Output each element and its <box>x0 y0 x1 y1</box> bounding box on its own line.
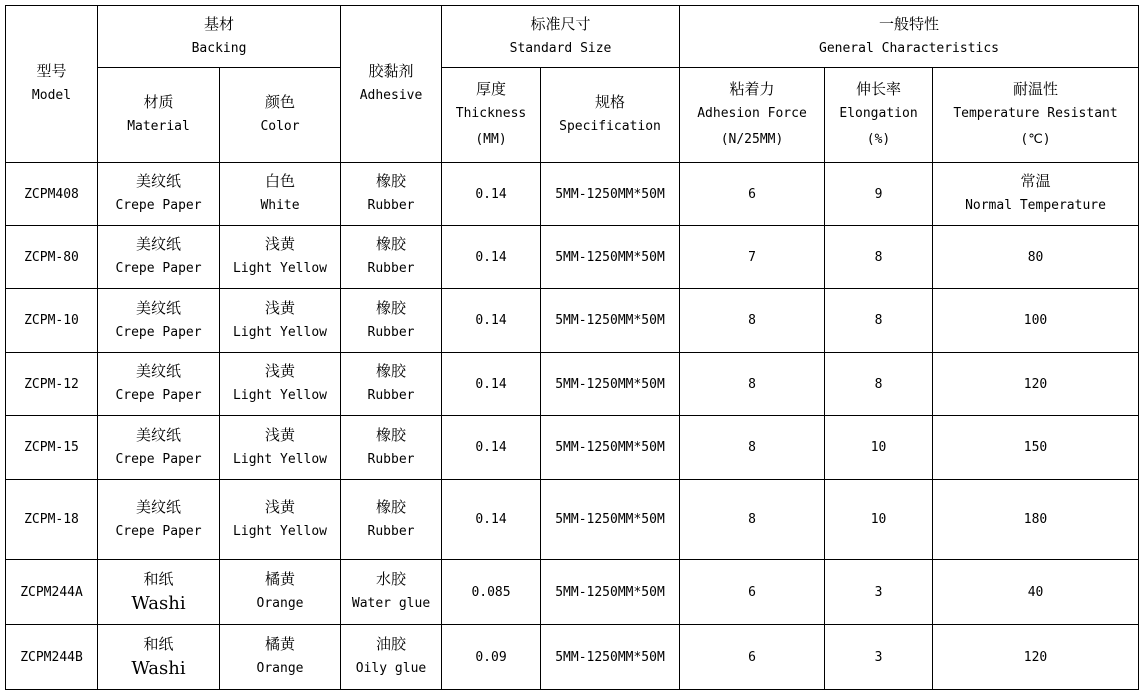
cell-adhesion-force: 6 <box>680 625 825 690</box>
cell-model: ZCPM-12 <box>6 353 98 416</box>
cell-model: ZCPM-18 <box>6 480 98 560</box>
cell-adhesion-force: 6 <box>680 560 825 625</box>
cell-thickness: 0.09 <box>442 625 541 690</box>
cell-adhesion-force: 8 <box>680 416 825 480</box>
cell-specification: 5MM-1250MM*50M <box>541 353 680 416</box>
cell-specification: 5MM-1250MM*50M <box>541 226 680 289</box>
cell-adhesive: 橡胶 Rubber <box>341 480 442 560</box>
cell-specification: 5MM-1250MM*50M <box>541 163 680 226</box>
cell-model: ZCPM-80 <box>6 226 98 289</box>
table-row <box>6 289 1139 353</box>
cell-adhesive: 橡胶 Rubber <box>341 163 442 226</box>
cell-model: ZCPM-10 <box>6 289 98 353</box>
cell-temperature: 40 <box>933 560 1139 625</box>
cell-material: 和纸 Washi <box>98 560 220 625</box>
cell-material: 美纹纸 Crepe Paper <box>98 353 220 416</box>
cell-elongation: 8 <box>825 226 933 289</box>
cell-model: ZCPM244B <box>6 625 98 690</box>
cell-temperature: 150 <box>933 416 1139 480</box>
cell-elongation: 8 <box>825 353 933 416</box>
cell-color: 浅黄 Light Yellow <box>220 353 341 416</box>
cell-elongation: 8 <box>825 289 933 353</box>
cell-adhesive: 橡胶 Rubber <box>341 226 442 289</box>
cell-color: 浅黄 Light Yellow <box>220 416 341 480</box>
cell-material: 美纹纸 Crepe Paper <box>98 289 220 353</box>
cell-thickness: 0.085 <box>442 560 541 625</box>
table-row <box>6 226 1139 289</box>
cell-elongation: 10 <box>825 480 933 560</box>
cell-temperature: 常温 Normal Temperature <box>933 163 1139 226</box>
spec-table <box>5 5 1139 690</box>
cell-elongation: 9 <box>825 163 933 226</box>
header-elongation: 伸长率 Elongation (%) <box>825 68 933 163</box>
cell-adhesive: 水胶 Water glue <box>341 560 442 625</box>
cell-color: 橘黄 Orange <box>220 625 341 690</box>
header-standard-size: 标准尺寸 Standard Size <box>442 6 680 68</box>
header-general-characteristics: 一般特性 General Characteristics <box>680 6 1139 68</box>
header-adhesion-force: 粘着力 Adhesion Force (N/25MM) <box>680 68 825 163</box>
header-backing: 基材 Backing <box>98 6 341 68</box>
header-specification: 规格 Specification <box>541 68 680 163</box>
table-row <box>6 560 1139 625</box>
header-model: 型号 Model <box>6 6 98 163</box>
table-row <box>6 416 1139 480</box>
header-thickness: 厚度 Thickness (MM) <box>442 68 541 163</box>
cell-elongation: 10 <box>825 416 933 480</box>
table-row <box>6 163 1139 226</box>
cell-material: 美纹纸 Crepe Paper <box>98 416 220 480</box>
cell-adhesive: 橡胶 Rubber <box>341 353 442 416</box>
cell-material: 和纸 Washi <box>98 625 220 690</box>
cell-material: 美纹纸 Crepe Paper <box>98 226 220 289</box>
cell-thickness: 0.14 <box>442 416 541 480</box>
cell-specification: 5MM-1250MM*50M <box>541 560 680 625</box>
cell-color: 白色 White <box>220 163 341 226</box>
cell-model: ZCPM408 <box>6 163 98 226</box>
cell-adhesive: 橡胶 Rubber <box>341 289 442 353</box>
cell-adhesion-force: 7 <box>680 226 825 289</box>
cell-temperature: 120 <box>933 353 1139 416</box>
cell-elongation: 3 <box>825 625 933 690</box>
cell-specification: 5MM-1250MM*50M <box>541 416 680 480</box>
cell-temperature: 120 <box>933 625 1139 690</box>
header-material: 材质 Material <box>98 68 220 163</box>
header-color: 颜色 Color <box>220 68 341 163</box>
cell-adhesion-force: 6 <box>680 163 825 226</box>
cell-elongation: 3 <box>825 560 933 625</box>
cell-thickness: 0.14 <box>442 353 541 416</box>
table-row <box>6 625 1139 690</box>
cell-color: 橘黄 Orange <box>220 560 341 625</box>
cell-temperature: 100 <box>933 289 1139 353</box>
cell-adhesion-force: 8 <box>680 353 825 416</box>
table-row <box>6 353 1139 416</box>
cell-color: 浅黄 Light Yellow <box>220 480 341 560</box>
cell-thickness: 0.14 <box>442 226 541 289</box>
cell-thickness: 0.14 <box>442 163 541 226</box>
cell-adhesive: 油胶 Oily glue <box>341 625 442 690</box>
cell-adhesion-force: 8 <box>680 480 825 560</box>
cell-color: 浅黄 Light Yellow <box>220 226 341 289</box>
cell-material: 美纹纸 Crepe Paper <box>98 163 220 226</box>
cell-thickness: 0.14 <box>442 480 541 560</box>
cell-thickness: 0.14 <box>442 289 541 353</box>
cell-color: 浅黄 Light Yellow <box>220 289 341 353</box>
cell-specification: 5MM-1250MM*50M <box>541 625 680 690</box>
header-temperature-resistant: 耐温性 Temperature Resistant (℃) <box>933 68 1139 163</box>
cell-material: 美纹纸 Crepe Paper <box>98 480 220 560</box>
header-adhesive: 胶黏剂 Adhesive <box>341 6 442 163</box>
cell-specification: 5MM-1250MM*50M <box>541 480 680 560</box>
cell-model: ZCPM-15 <box>6 416 98 480</box>
cell-specification: 5MM-1250MM*50M <box>541 289 680 353</box>
cell-model: ZCPM244A <box>6 560 98 625</box>
table-row <box>6 480 1139 560</box>
cell-adhesion-force: 8 <box>680 289 825 353</box>
cell-adhesive: 橡胶 Rubber <box>341 416 442 480</box>
cell-temperature: 180 <box>933 480 1139 560</box>
cell-temperature: 80 <box>933 226 1139 289</box>
